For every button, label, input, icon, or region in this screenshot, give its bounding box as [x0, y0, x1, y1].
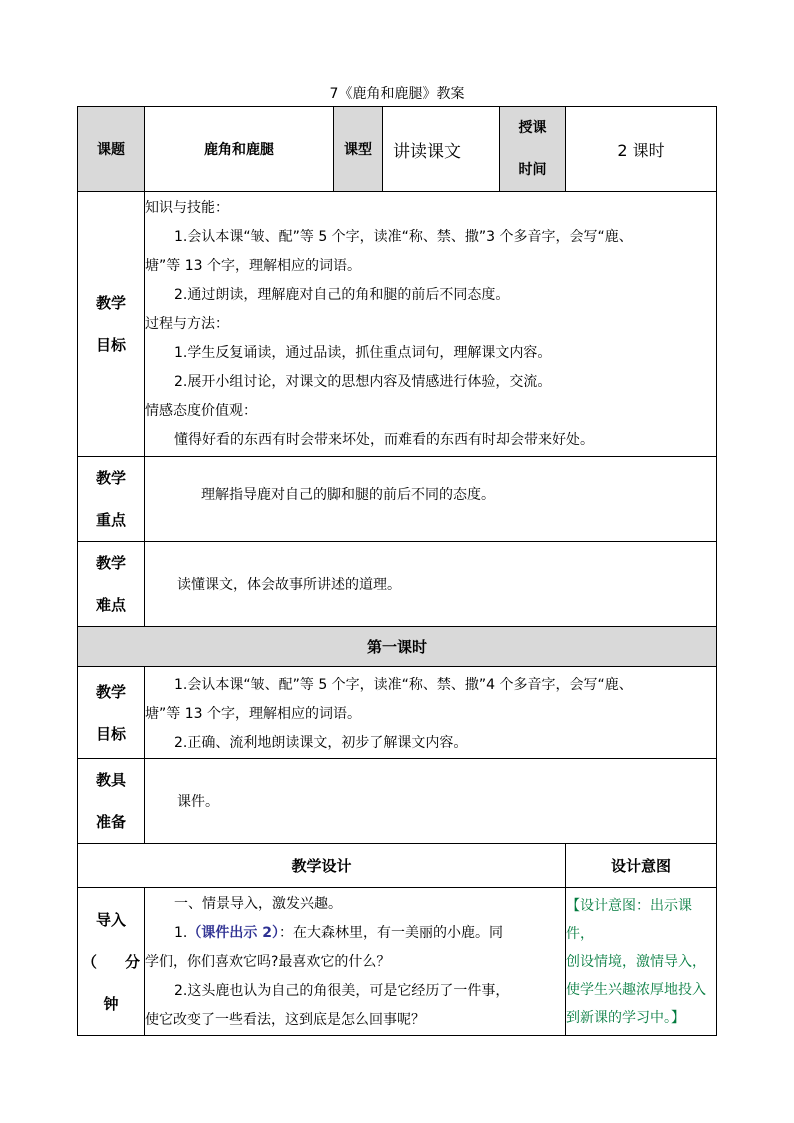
focus-label-line1: 教学: [95, 469, 126, 487]
intro-label-paren-open: （: [82, 952, 98, 971]
intro-p1-number: 1.: [174, 925, 188, 941]
design-header-right: 设计意图: [566, 844, 717, 888]
lesson-plan-table: [77, 106, 717, 1036]
lesson-type-label: 课型: [334, 107, 383, 192]
goals-heading-knowledge: 知识与技能：: [145, 200, 229, 216]
intro-label-line2: [78, 941, 144, 983]
intro-intent: [566, 888, 717, 1036]
goals-item-4: 2.展开小组讨论，对课文的思想内容及情感进行体验，交流。: [174, 374, 552, 390]
goals2-label-line1: 教学: [95, 682, 126, 701]
prep-label: [78, 759, 145, 844]
goals-item-1a: 1.会认本课“皱、配”等 5 个字，读准“称、禁、撒”3 个多音字，会写“鹿、: [174, 229, 633, 245]
goals2-item-1a: 1.会认本课“皱、配”等 5 个字，读准“称、禁、撒”4 个多音字，会写“鹿、: [174, 677, 633, 693]
prep-text: 课件。: [145, 759, 717, 844]
intro-label: [78, 888, 145, 1036]
prep-label-line1: 教具: [95, 771, 126, 789]
intro-intent-3: 使学生兴趣浓厚地投入: [566, 982, 706, 998]
intro-p1-rest: ：在大森林里，有一美丽的小鹿。同: [278, 925, 503, 941]
intro-intent-4: 到新课的学习中。】: [566, 1010, 685, 1026]
design-header-left: 教学设计: [78, 844, 566, 888]
difficulty-text: 读懂课文，体会故事所讲述的道理。: [145, 542, 717, 627]
intro-p1-courseware: （课件出示 2）: [187, 925, 279, 941]
goals-item-1b: 塘”等 13 个字，理解相应的词语。: [145, 258, 361, 274]
topic-value: 鹿角和鹿腿: [145, 107, 334, 192]
focus-label-line2: 重点: [95, 511, 126, 529]
intro-p1a: [145, 919, 565, 948]
focus-row: [78, 457, 717, 542]
class-time-label-line1: 授课: [518, 120, 547, 136]
goals-heading-process: 过程与方法：: [145, 316, 229, 332]
topic-label: 课题: [78, 107, 145, 192]
goals-row: [78, 192, 717, 457]
goals2-row: [78, 667, 717, 759]
focus-text: 理解指导鹿对自己的脚和腿的前后不同的态度。: [145, 457, 717, 542]
class-time-label-line2: 时间: [518, 162, 547, 178]
goals-item-5: 懂得好看的东西有时会带来坏处，而难看的东西有时却会带来好处。: [174, 432, 594, 448]
prep-row: [78, 759, 717, 844]
difficulty-label: [78, 542, 145, 627]
intro-p2a: 2.这头鹿也认为自己的角很美，可是它经历了一件事，: [174, 983, 510, 999]
design-header-row: [78, 844, 717, 888]
class-time-value: 2 课时: [566, 107, 717, 192]
goals2-item-1b: 塘”等 13 个字，理解相应的词语。: [145, 706, 361, 722]
goals-label-line1: 教学: [95, 294, 126, 312]
difficulty-row: [78, 542, 717, 627]
goals2-label: [78, 667, 145, 759]
goals2-label-line2: 目标: [95, 724, 126, 743]
goals-label: [78, 192, 145, 457]
intro-step: 一、情景导入，激发兴趣。: [174, 896, 342, 912]
lesson-type-value: 讲读课文: [383, 107, 500, 192]
goals-content: [145, 192, 717, 457]
prep-label-line2: 准备: [95, 813, 126, 831]
goals2-item-2: 2.正确、流利地朗读课文，初步了解课文内容。: [174, 735, 468, 751]
section-title: 第一课时: [78, 627, 717, 667]
header-row: [78, 107, 717, 192]
focus-label: [78, 457, 145, 542]
difficulty-label-line1: 教学: [95, 554, 126, 572]
goals-item-2: 2.通过朗读，理解鹿对自己的角和腿的前后不同态度。: [174, 287, 510, 303]
class-time-label: [500, 107, 566, 192]
intro-p1b: 学们，你们喜欢它吗?最喜欢它的什么？: [145, 954, 391, 970]
intro-label-line3: 钟: [103, 994, 119, 1013]
intro-row: [78, 888, 717, 1036]
intro-label-line1: 导入: [95, 910, 126, 929]
intro-content: [145, 888, 566, 1036]
intro-label-minutes: 分: [124, 952, 140, 971]
goals2-content: [145, 667, 717, 759]
page-title: 7《鹿角和鹿腿》教案: [329, 86, 465, 102]
intro-p2b: 使它改变了一些看法，这到底是怎么回事呢？: [145, 1012, 425, 1028]
goals-item-3: 1.学生反复诵读，通过品读，抓住重点词句，理解课文内容。: [174, 345, 552, 361]
intro-intent-1: 【设计意图：出示课件，: [566, 898, 692, 942]
goals-heading-attitude: 情感态度价值观：: [145, 403, 257, 419]
difficulty-label-line2: 难点: [95, 596, 126, 614]
goals-label-line2: 目标: [95, 336, 126, 354]
intro-intent-2: 创设情境，激情导入，: [566, 954, 706, 970]
section-row: [78, 627, 717, 667]
